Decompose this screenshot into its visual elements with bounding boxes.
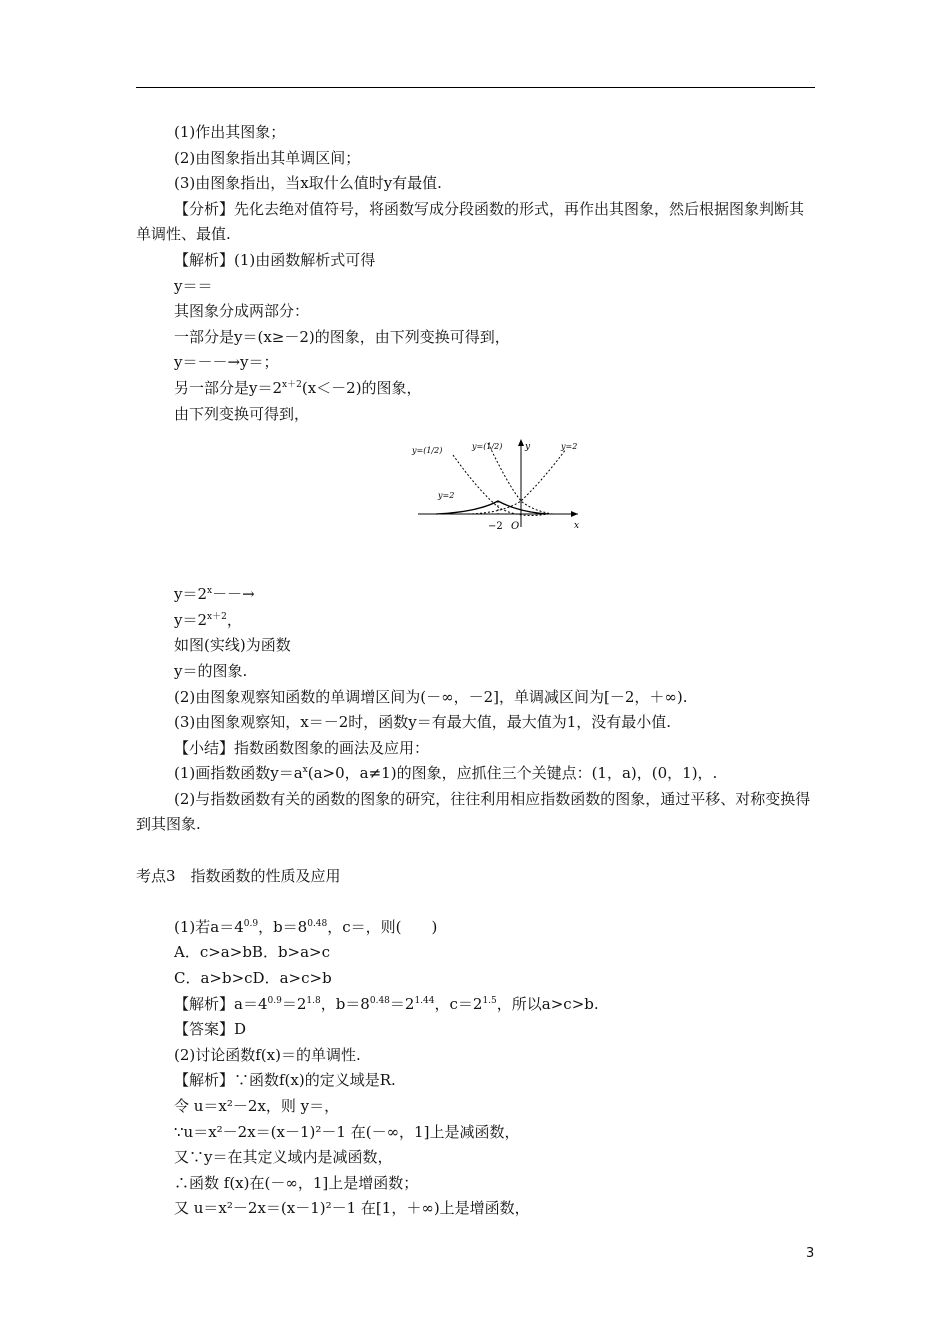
text-line: (1)作出其图象； xyxy=(174,123,286,141)
text-line: 由下列变换可得到， xyxy=(174,404,310,423)
text-line: (3)由图象指出，当x取什么值时y有最值. xyxy=(174,174,442,193)
text-line: $y=2^x--\to$ xyxy=(174,585,255,604)
text-line: (3)由图象观察知，x＝－2时，函数y＝有最大值，最大值为1，没有最小值. xyxy=(174,713,672,732)
x-axis-arrow xyxy=(571,511,578,517)
page-number: 3 xyxy=(806,1246,815,1261)
summary-paragraph: (2)与指数函数有关的函数的图象的研究，往往利用相应指数函数的图象，通过平移、对称变换得到其图象. xyxy=(136,789,811,834)
label-lower-curve: y=2 xyxy=(438,491,455,501)
text-line: 又∵y＝在其定义域内是减函数， xyxy=(174,1148,393,1167)
question-line: (1)若$a=4^{0.9}$，$b=8^{0.48}$，c＝，则( ) xyxy=(174,917,438,936)
origin-label: O xyxy=(511,521,520,533)
function-graph-figure xyxy=(136,427,816,582)
text-line: 【解析】(1)由函数解析式可得 xyxy=(174,250,376,269)
text-line: $y=2^{x+2}$， xyxy=(174,610,242,629)
page-body xyxy=(136,120,816,1222)
tick-neg2: −2 xyxy=(488,521,503,533)
curve-2-x xyxy=(468,449,566,514)
text-line: 【答案】D xyxy=(174,1020,247,1039)
text-line: (2)由图象指出其单调区间； xyxy=(174,148,361,167)
graph-svg xyxy=(408,435,583,535)
curve-solid xyxy=(436,501,548,514)
label-left-curve: y=(1/2) xyxy=(412,446,443,456)
text-line: ∴函数 f(x)在(－∞，1]上是增函数； xyxy=(174,1173,419,1192)
text-line: (1)画指数函数$y=a^x(a>0$，a≠1)的图象，应抓住三个关键点：(1，a)，(0，1)，. xyxy=(174,764,718,783)
text-line: ∵u＝x²－2x＝(x－1)²－1 在(－∞，1]上是减函数， xyxy=(174,1122,520,1141)
label-right-curve: y=2 xyxy=(561,442,578,452)
text-line: 【解析】∵函数f(x)的定义域是R. xyxy=(174,1071,396,1090)
label-mid-curve: y=(1/2) xyxy=(472,442,503,452)
choice-line: C．a>b>cD．a>c>b xyxy=(174,969,332,988)
analysis-paragraph: 【分析】先化去绝对值符号，将函数写成分段函数的形式，再作出其图象，然后根据图象判断其单调性、最值. xyxy=(136,199,805,244)
text-line: 其图象分成两部分： xyxy=(174,302,310,321)
text-line: y＝＝ xyxy=(174,276,213,295)
x-axis-label: x xyxy=(574,521,580,532)
text-line: 一部分是y＝(x≥－2)的图象，由下列变换可得到， xyxy=(174,327,510,346)
header-rule xyxy=(136,87,815,88)
choice-line: A．c>a>bB．b>a>c xyxy=(174,943,331,962)
y-axis-label: y xyxy=(525,442,531,453)
text-line: (2)讨论函数f(x)＝的单调性. xyxy=(174,1045,361,1064)
curve-half-x-plus-2 xyxy=(453,455,548,515)
text-line: y＝的图象. xyxy=(174,661,248,680)
text-line: y＝－－→y＝； xyxy=(174,353,279,372)
text-line: (2)由图象观察知函数的单调增区间为(－∞，－2]，单调减区间为[－2，＋∞). xyxy=(174,687,688,706)
text-line: 又 u＝x²－2x＝(x－1)²－1 在[1，＋∞)上是增函数， xyxy=(174,1199,530,1218)
y-axis-arrow xyxy=(518,439,524,446)
text-line: 【小结】指数函数图象的画法及应用： xyxy=(174,738,430,757)
solution-line: 【解析】$a=4^{0.9}=2^{1.8}$，$b=8^{0.48}=2^{1.44}$，$c=2^{1.5}$，所以a>c>b. xyxy=(174,994,599,1013)
text-line: 令 u＝x²－2x，则 y＝， xyxy=(174,1097,340,1115)
text-line: 另一部分是$y=2^{x+2}(x<-2)$的图象， xyxy=(174,378,422,397)
section-heading: 考点3 指数函数的性质及应用 xyxy=(136,866,341,885)
text-line: 如图(实线)为函数 xyxy=(174,636,291,655)
